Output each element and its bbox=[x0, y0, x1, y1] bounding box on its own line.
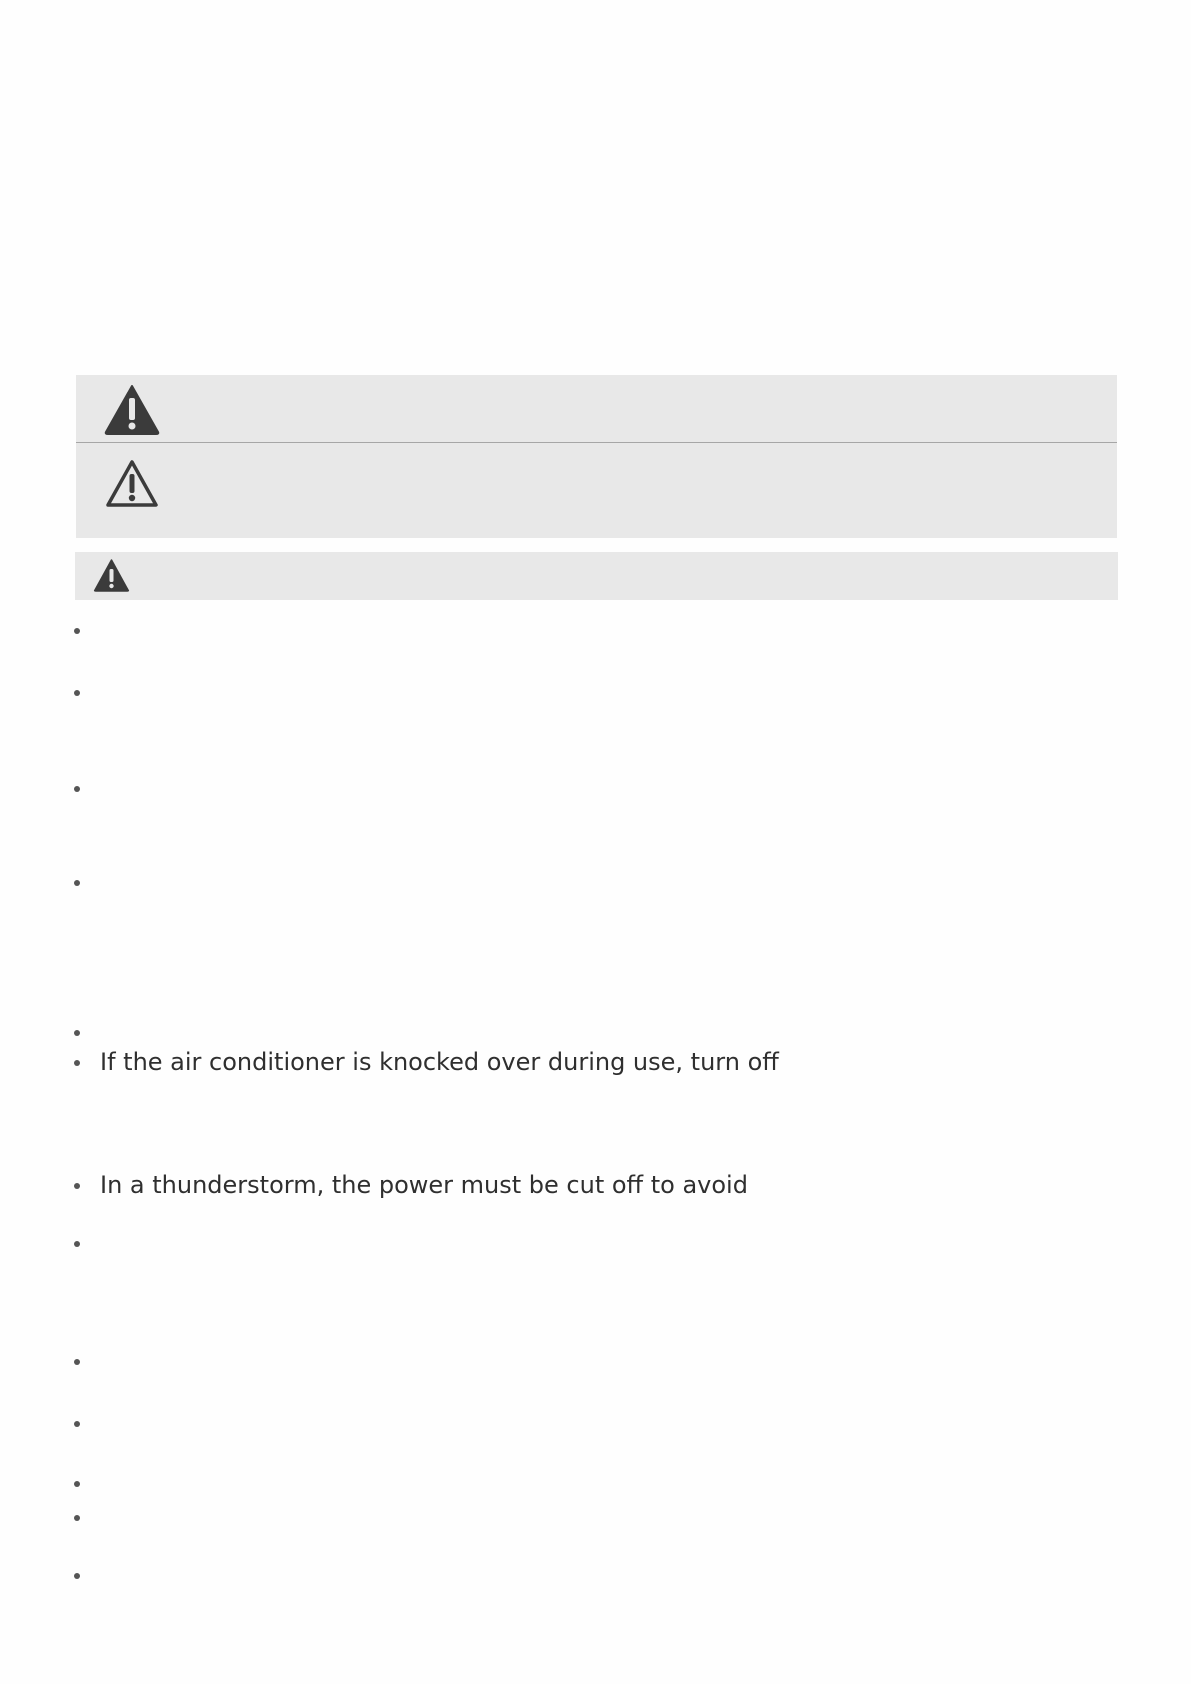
legend-divider bbox=[76, 442, 1117, 443]
bullet-dot bbox=[74, 1183, 80, 1189]
bullet-dot bbox=[74, 1241, 80, 1247]
bullet-dot bbox=[74, 628, 80, 634]
warning-filled-icon bbox=[104, 384, 160, 436]
bullet-dot bbox=[74, 690, 80, 696]
bullet-dot bbox=[74, 880, 80, 886]
warning-filled-icon bbox=[93, 558, 130, 593]
list-item-text: In a thunderstorm, the power must be cut off to avoid bbox=[100, 1171, 748, 1199]
bullet-dot bbox=[74, 1421, 80, 1427]
warning-outline-icon bbox=[104, 458, 160, 510]
bullet-dot bbox=[74, 1573, 80, 1579]
bullet-dot bbox=[74, 1060, 80, 1066]
bullet-dot bbox=[74, 786, 80, 792]
warning-section-header bbox=[75, 552, 1118, 600]
bullet-dot bbox=[74, 1481, 80, 1487]
hazard-legend-box bbox=[76, 375, 1117, 538]
bullet-dot bbox=[74, 1515, 80, 1521]
bullet-dot bbox=[74, 1030, 80, 1036]
bullet-dot bbox=[74, 1359, 80, 1365]
list-item-text: If the air conditioner is knocked over during use, turn off bbox=[100, 1048, 779, 1076]
